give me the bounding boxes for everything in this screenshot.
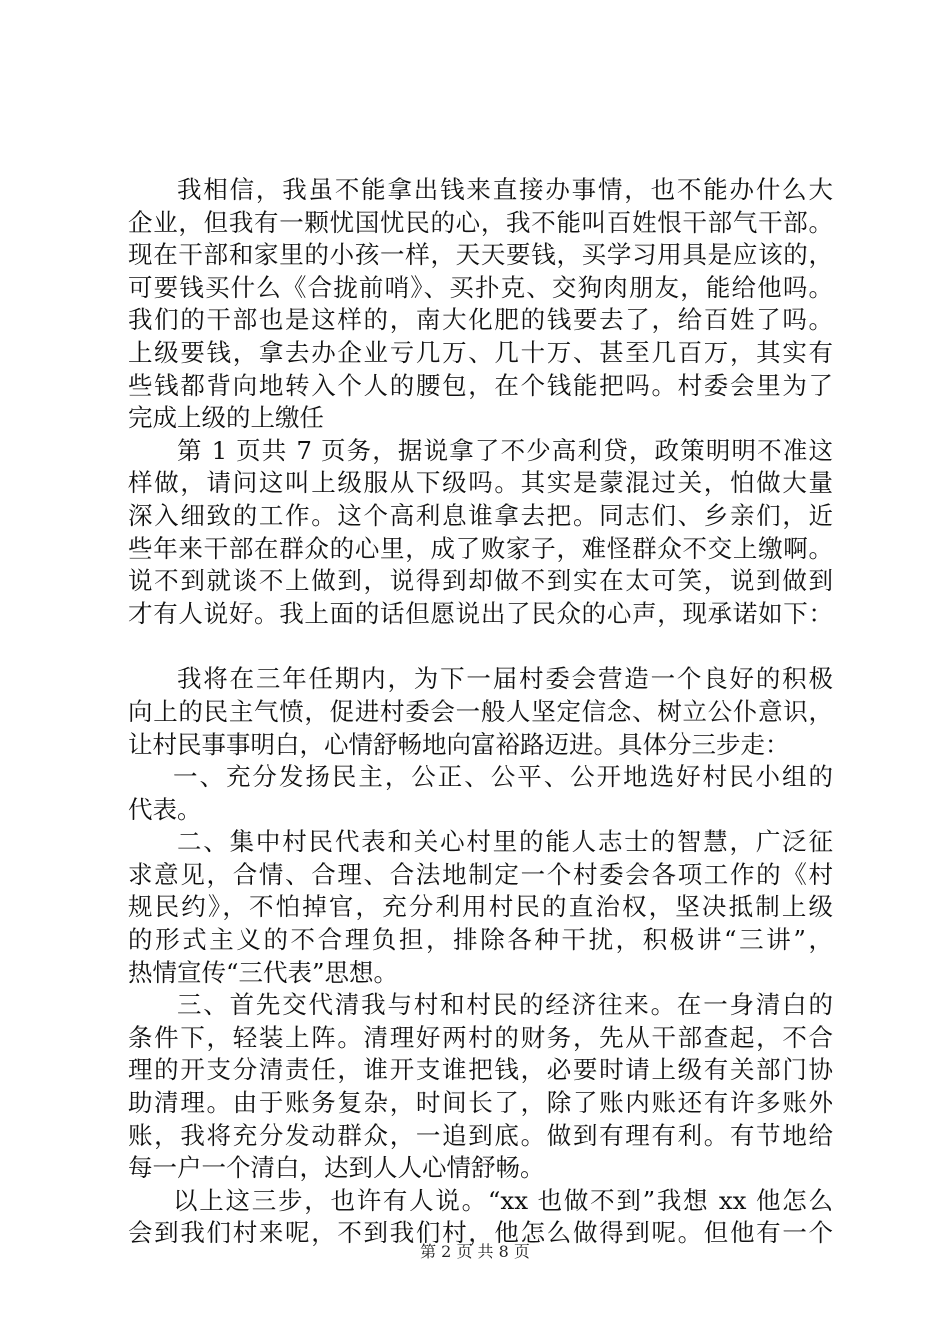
paragraph-line: 求意见，合情、合理、合法地制定一个村委会各项工作的《村 — [128, 859, 833, 889]
paragraph-line: 每一户一个清白，达到人人心情舒畅。 — [128, 1153, 545, 1183]
paragraph-line: 理的开支分清责任，谁开支谁把钱，必要时请上级有关部门协 — [128, 1055, 833, 1085]
paragraph-line: 深入细致的工作。这个高利息谁拿去把。同志们、乡亲们，近 — [128, 500, 833, 530]
paragraph-line: 让村民事事明白，心情舒畅地向富裕路迈进。具体分三步走： — [128, 729, 790, 759]
paragraph-line: 样做，请问这叫上级服从下级吗。其实是蒙混过关，怕做大量 — [128, 468, 833, 498]
paragraph-line: 可要钱买什么《合拢前哨》、买扑克、交狗肉朋友，能给他吗。 — [128, 272, 833, 302]
paragraph-gap — [128, 630, 833, 663]
paragraph-line: 账，我将充分发动群众，一追到底。做到有理有利。有节地给 — [128, 1120, 833, 1150]
document-body — [128, 174, 833, 1250]
paragraph-line: 会到我们村来呢，不到我们村，他怎么做得到呢。但他有一个 — [128, 1218, 833, 1248]
paragraph-line: 助清理。由于账务复杂，时间长了，除了账内账还有许多账外 — [128, 1088, 833, 1118]
paragraph-line: 热情宣传“三代表”思想。 — [128, 957, 399, 987]
paragraph-line: 向上的民主气愤，促进村委会一般人坚定信念、树立公仆意识， — [128, 696, 833, 726]
paragraph-line: 一、充分发扬民主，公正、公平、公开地选好村民小组的 — [173, 762, 833, 792]
paragraph-line: 企业，但我有一颗忧国忧民的心，我不能叫百姓恨干部气干部。 — [128, 207, 833, 237]
paragraph-line: 完成上级的上缴任 — [128, 403, 324, 433]
paragraph-line: 我相信，我虽不能拿出钱来直接办事情，也不能办什么大 — [177, 175, 833, 204]
paragraph-line: 三、首先交代清我与村和村民的经济往来。在一身清白的 — [177, 990, 833, 1020]
page-footer: 第 2 页 共 8 页 — [420, 1242, 530, 1261]
paragraph-line: 第 1 页共 7 页务，据说拿了不少高利贷，政策明明不准这 — [177, 435, 833, 465]
paragraph-line: 我将在三年任期内，为下一届村委会营造一个良好的积极 — [177, 664, 833, 694]
paragraph-line: 上级要钱，拿去办企业亏几万、几十万、甚至几百万，其实有 — [128, 337, 833, 367]
paragraph-line: 说不到就谈不上做到，说得到却做不到实在太可笑，说到做到 — [128, 566, 833, 596]
paragraph-line: 二、集中村民代表和关心村里的能人志士的智慧，广泛征 — [177, 827, 833, 857]
paragraph-line: 些钱都背向地转入个人的腰包，在个钱能把吗。村委会里为了 — [128, 370, 833, 400]
paragraph-line: 些年来干部在群众的心里，成了败家子，难怪群众不交上缴啊。 — [128, 533, 833, 563]
paragraph-line: 规民约》，不怕掉官，充分利用村民的直治权，坚决抵制上级 — [128, 892, 833, 922]
paragraph-line: 的形式主义的不合理负担，排除各种干扰，积极讲“三讲”， — [128, 925, 833, 955]
paragraph-line: 才有人说好。我上面的话但愿说出了民众的心声，现承诺如下： — [128, 598, 833, 628]
paragraph-line: 条件下，轻装上阵。清理好两村的财务，先从干部查起，不合 — [128, 1022, 833, 1052]
paragraph-line: 我们的干部也是这样的，南大化肥的钱要去了，给百姓了吗。 — [128, 305, 833, 335]
paragraph-line: 以上这三步，也许有人说。“xx 也做不到”我想 xx 他怎么 — [173, 1185, 833, 1215]
paragraph-line: 代表。 — [128, 794, 202, 824]
paragraph-line: 现在干部和家里的小孩一样，天天要钱，买学习用具是应该的， — [128, 240, 833, 270]
